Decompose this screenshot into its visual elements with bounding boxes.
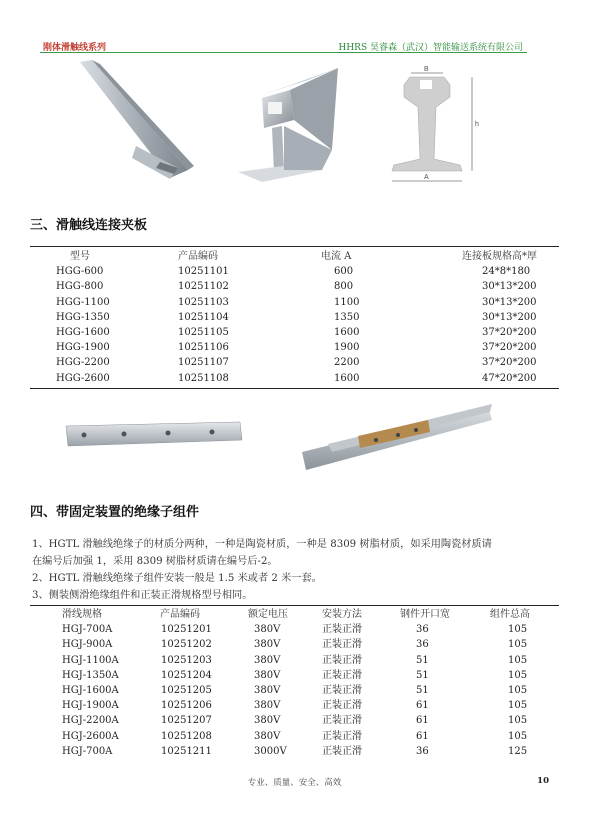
plate-spec-cell: 47*20*200 bbox=[482, 372, 537, 384]
table-row bbox=[30, 295, 559, 310]
height-cell: 105 bbox=[508, 654, 528, 666]
current-cell: 1600 bbox=[334, 327, 360, 339]
rail-photo bbox=[70, 58, 200, 183]
install-cell: 正装正滑 bbox=[322, 700, 362, 712]
opening-cell: 51 bbox=[416, 669, 429, 681]
table-row bbox=[30, 653, 559, 668]
rail-spec-cell: HGJ-700A bbox=[62, 624, 113, 636]
plate-spec-cell: 37*20*200 bbox=[482, 342, 537, 354]
code-cell: 10251207 bbox=[161, 715, 212, 727]
install-cell: 正装正滑 bbox=[322, 730, 362, 742]
table1-bottom-rule bbox=[30, 388, 559, 389]
paragraph-1b: 在编号后加强 1，采用 8309 树脂材质请在编号后-2。 bbox=[32, 556, 278, 567]
install-cell: 正装正滑 bbox=[322, 745, 362, 757]
code-cell: 10251106 bbox=[178, 342, 229, 354]
current-cell: 800 bbox=[334, 281, 354, 293]
header-divider bbox=[40, 52, 527, 53]
page-number: 10 bbox=[537, 776, 549, 786]
connection-plate-photo bbox=[64, 420, 244, 450]
code-cell: 10251208 bbox=[161, 730, 212, 742]
label-h: h bbox=[475, 121, 479, 128]
code-cell: 10251205 bbox=[161, 685, 212, 697]
header-company-name: HHRS 昊睿森（武汉）智能输送系统有限公司 bbox=[338, 43, 523, 53]
profile-diagram bbox=[380, 63, 492, 188]
col-header-rail-spec: 滑线规格 bbox=[62, 609, 102, 620]
current-cell: 1100 bbox=[334, 296, 360, 308]
plate-spec-cell: 37*20*200 bbox=[482, 357, 537, 369]
col-header-height: 组件总高 bbox=[490, 609, 530, 620]
code-cell: 10251107 bbox=[178, 357, 229, 369]
col-header-current: 电流 A bbox=[321, 251, 352, 262]
install-cell: 正装正滑 bbox=[322, 715, 362, 727]
table-row bbox=[30, 622, 559, 637]
col-header-voltage: 额定电压 bbox=[248, 609, 288, 620]
section4-title: 四、带固定装置的绝缘子组件 bbox=[30, 505, 200, 520]
height-cell: 105 bbox=[508, 624, 528, 636]
section4-paragraphs bbox=[32, 536, 492, 604]
height-cell: 105 bbox=[508, 715, 528, 727]
voltage-cell: 380V bbox=[254, 624, 281, 636]
height-cell: 105 bbox=[508, 639, 528, 651]
label-b: B bbox=[424, 66, 429, 73]
opening-cell: 61 bbox=[416, 715, 429, 727]
table-header-row bbox=[30, 607, 559, 622]
height-cell: 105 bbox=[508, 669, 528, 681]
install-cell: 正装正滑 bbox=[322, 624, 362, 636]
table-row bbox=[30, 683, 559, 698]
table2-top-rule bbox=[30, 605, 559, 606]
current-cell: 2200 bbox=[334, 357, 360, 369]
model-cell: HGG-1350 bbox=[56, 311, 110, 323]
rail-joint-photo bbox=[298, 400, 494, 475]
rail-spec-cell: HGJ-1600A bbox=[62, 685, 119, 697]
current-cell: 1350 bbox=[334, 311, 360, 323]
voltage-cell: 380V bbox=[254, 730, 281, 742]
voltage-cell: 380V bbox=[254, 715, 281, 727]
install-cell: 正装正滑 bbox=[322, 654, 362, 666]
section3-title: 三、滑触线连接夹板 bbox=[30, 218, 148, 233]
opening-cell: 51 bbox=[416, 685, 429, 697]
code-cell: 10251103 bbox=[178, 296, 229, 308]
table1-top-rule bbox=[30, 246, 559, 247]
label-a: A bbox=[424, 174, 429, 181]
col-header-plate-spec: 连接板规格高*厚 bbox=[462, 251, 537, 262]
code-cell: 10251101 bbox=[178, 266, 229, 278]
code-cell: 10251203 bbox=[161, 654, 212, 666]
col-header-install: 安装方法 bbox=[322, 609, 362, 620]
voltage-cell: 380V bbox=[254, 685, 281, 697]
height-cell: 125 bbox=[508, 745, 528, 757]
plate-spec-cell: 30*13*200 bbox=[482, 296, 537, 308]
voltage-cell: 380V bbox=[254, 669, 281, 681]
install-cell: 正装正滑 bbox=[322, 669, 362, 681]
opening-cell: 61 bbox=[416, 700, 429, 712]
code-cell: 10251211 bbox=[161, 745, 212, 757]
rail-spec-cell: HGJ-900A bbox=[62, 639, 113, 651]
col-header-opening: 钢件开口宽 bbox=[400, 609, 450, 620]
current-cell: 1600 bbox=[334, 372, 360, 384]
install-cell: 正装正滑 bbox=[322, 639, 362, 651]
table-row bbox=[30, 637, 559, 652]
model-cell: HGG-2600 bbox=[56, 372, 110, 384]
table-row bbox=[30, 698, 559, 713]
code-cell: 10251105 bbox=[178, 327, 229, 339]
current-cell: 1900 bbox=[334, 342, 360, 354]
model-cell: HGG-1100 bbox=[56, 296, 110, 308]
rail-spec-cell: HGJ-2200A bbox=[62, 715, 119, 727]
model-cell: HGG-2200 bbox=[56, 357, 110, 369]
plate-spec-cell: 30*13*200 bbox=[482, 311, 537, 323]
table-row bbox=[30, 729, 559, 744]
rail-spec-cell: HGJ-1350A bbox=[62, 669, 119, 681]
model-cell: HGG-800 bbox=[56, 281, 104, 293]
table-row bbox=[30, 668, 559, 683]
rail-section-photo bbox=[228, 60, 343, 185]
current-cell: 600 bbox=[334, 266, 354, 278]
voltage-cell: 380V bbox=[254, 654, 281, 666]
code-cell: 10251102 bbox=[178, 281, 229, 293]
plate-spec-cell: 37*20*200 bbox=[482, 327, 537, 339]
col-header-code: 产品编码 bbox=[178, 251, 218, 262]
code-cell: 10251204 bbox=[161, 669, 212, 681]
code-cell: 10251202 bbox=[161, 639, 212, 651]
plate-spec-cell: 24*8*180 bbox=[482, 266, 531, 278]
install-cell: 正装正滑 bbox=[322, 685, 362, 697]
code-cell: 10251206 bbox=[161, 700, 212, 712]
paragraph-1a: 1、HGTL 滑触线绝缘子的材质分两种，一种是陶瓷材质，一种是 8309 树脂材质，如采用陶瓷材质请 bbox=[32, 539, 492, 550]
code-cell: 10251104 bbox=[178, 311, 229, 323]
table-row bbox=[30, 325, 559, 340]
table-row bbox=[30, 340, 559, 355]
col-header-code: 产品编码 bbox=[160, 609, 200, 620]
header-series-title: 刚体滑触线系列 bbox=[43, 43, 107, 53]
opening-cell: 36 bbox=[416, 745, 429, 757]
opening-cell: 36 bbox=[416, 639, 429, 651]
table-row bbox=[30, 744, 559, 759]
table-row bbox=[30, 355, 559, 370]
opening-cell: 51 bbox=[416, 654, 429, 666]
height-cell: 105 bbox=[508, 700, 528, 712]
opening-cell: 36 bbox=[416, 624, 429, 636]
table-row bbox=[30, 713, 559, 728]
code-cell: 10251108 bbox=[178, 372, 229, 384]
table-row bbox=[30, 264, 559, 279]
height-cell: 105 bbox=[508, 730, 528, 742]
voltage-cell: 380V bbox=[254, 639, 281, 651]
rail-spec-cell: HGJ-2600A bbox=[62, 730, 119, 742]
model-cell: HGG-1600 bbox=[56, 327, 110, 339]
section4-table bbox=[30, 607, 559, 759]
opening-cell: 61 bbox=[416, 730, 429, 742]
voltage-cell: 380V bbox=[254, 700, 281, 712]
col-header-model: 型号 bbox=[70, 251, 90, 262]
table-row bbox=[30, 371, 559, 386]
rail-spec-cell: HGJ-1100A bbox=[62, 654, 119, 666]
footer-slogan: 专业、质量、安全、高效 bbox=[247, 778, 342, 788]
table-row bbox=[30, 279, 559, 294]
rail-spec-cell: HGJ-1900A bbox=[62, 700, 119, 712]
paragraph-3: 3、侧装侧滑绝缘组件和正装正滑规格型号相同。 bbox=[32, 590, 253, 601]
plate-spec-cell: 30*13*200 bbox=[482, 281, 537, 293]
code-cell: 10251201 bbox=[161, 624, 212, 636]
table-row bbox=[30, 310, 559, 325]
rail-spec-cell: HGJ-700A bbox=[62, 745, 113, 757]
table-header-row bbox=[30, 249, 559, 264]
voltage-cell: 3000V bbox=[254, 745, 287, 757]
height-cell: 105 bbox=[508, 685, 528, 697]
section3-table bbox=[30, 249, 559, 386]
model-cell: HGG-1900 bbox=[56, 342, 110, 354]
model-cell: HGG-600 bbox=[56, 266, 104, 278]
paragraph-2: 2、HGTL 滑触线绝缘子组件安装一般是 1.5 米或者 2 米一套。 bbox=[32, 573, 322, 584]
